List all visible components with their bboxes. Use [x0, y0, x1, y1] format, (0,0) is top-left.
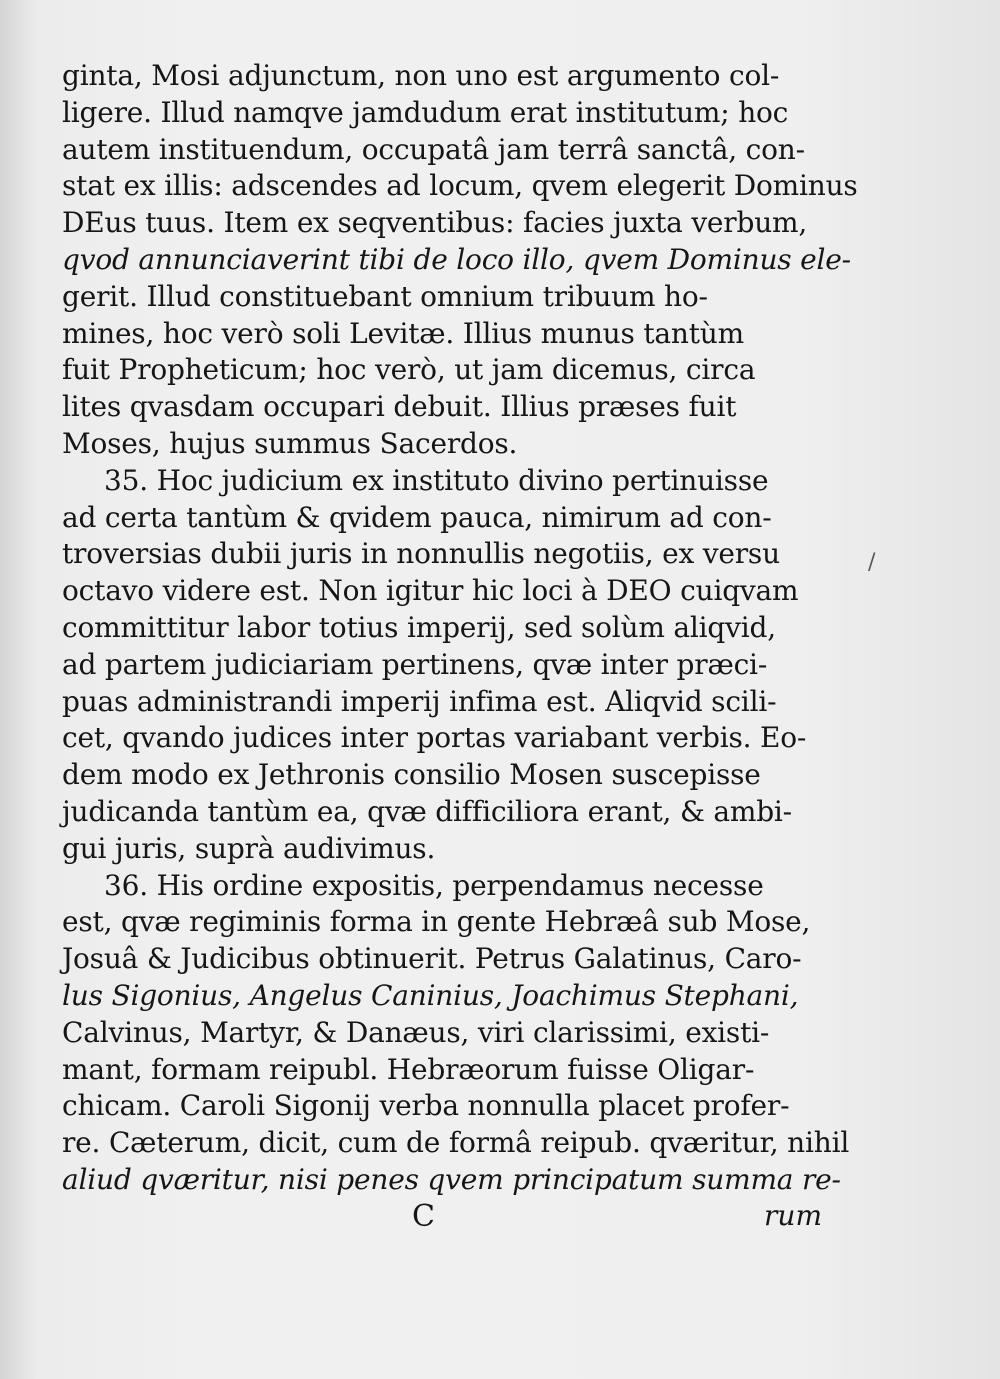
text-line: gerit. Illud constituebant omnium tribuum ho-	[62, 279, 708, 313]
text-line: cet, qvando judices inter portas variabant verbis. Eo-	[62, 721, 807, 755]
text-line: mines, hoc verò soli Levitæ. Illius munus tantùm	[62, 316, 744, 350]
text-line: autem instituendum, occupatâ jam terrâ sanctâ, con-	[62, 132, 805, 166]
text-line: troversias dubii juris in nonnullis negotiis, ex versu	[62, 537, 780, 571]
text-line: judicanda tantùm ea, qvæ difficiliora erant, & ambi-	[62, 794, 792, 828]
text-line: fuit Propheticum; hoc verò, ut jam dicemus, circa	[62, 353, 756, 387]
text-line: dem modo ex Jethronis consilio Mosen suscepisse	[62, 758, 761, 792]
text-line: puas administrandi imperij infima est. Aliqvid scili-	[62, 684, 777, 718]
catchword: rum	[764, 1198, 822, 1232]
text-line: Josuâ & Judicibus obtinuerit. Petrus Galatinus, Caro-	[62, 942, 802, 976]
text-line: chicam. Caroli Sigonij verba nonnulla placet profer-	[62, 1089, 790, 1123]
text-line: committitur labor totius imperij, sed solùm aliqvid,	[62, 610, 776, 644]
text-line: est, qvæ regiminis forma in gente Hebræâ sub Mose,	[62, 905, 811, 939]
text-line: qvod annunciaverint tibi de loco illo, qvem Dominus ele-	[62, 242, 851, 276]
body-text	[62, 58, 858, 1239]
text-line: octavo videre est. Non igitur hic loci à DEO cuiqvam	[62, 574, 799, 608]
text-line: Calvinus, Martyr, & Danæus, viri clarissimi, existi-	[62, 1015, 770, 1049]
text-line: ad certa tantùm & qvidem pauca, nimirum ad con-	[62, 500, 772, 534]
paragraph-35-start: 35. Hoc judicium ex instituto divino pertinuisse	[104, 463, 769, 497]
text-line: lus Sigonius, Angelus Caninius, Joachimus Stephani,	[62, 978, 799, 1012]
text-line: gui juris, suprà audivimus.	[62, 831, 436, 865]
text-line: DEus tuus. Item ex seqventibus: facies juxta verbum,	[62, 206, 808, 240]
text-line: re. Cæterum, dicit, cum de formâ reipub. qværitur, nihil	[62, 1126, 850, 1160]
text-line: stat ex illis: adscendes ad locum, qvem elegerit Dominus	[62, 169, 858, 203]
text-line: ligere. Illud namqve jamdudum erat institutum; hoc	[62, 95, 789, 129]
text-line: Moses, hujus summus Sacerdos.	[62, 426, 518, 460]
page-footer	[62, 1199, 822, 1239]
text-line: ginta, Mosi adjunctum, non uno est argumento col-	[62, 59, 780, 92]
signature-mark: C	[412, 1198, 435, 1234]
text-line: lites qvasdam occupari debuit. Illius præses fuit	[62, 390, 737, 424]
margin-mark: /	[868, 550, 876, 575]
text-line: aliud qværitur, nisi penes qvem principatum summa re-	[62, 1162, 841, 1196]
paragraph-36-start: 36. His ordine expositis, perpendamus necesse	[104, 868, 764, 902]
text-line: ad partem judiciariam pertinens, qvæ inter præci-	[62, 647, 768, 681]
text-line: mant, formam reipubl. Hebræorum fuisse Oligar-	[62, 1052, 755, 1086]
